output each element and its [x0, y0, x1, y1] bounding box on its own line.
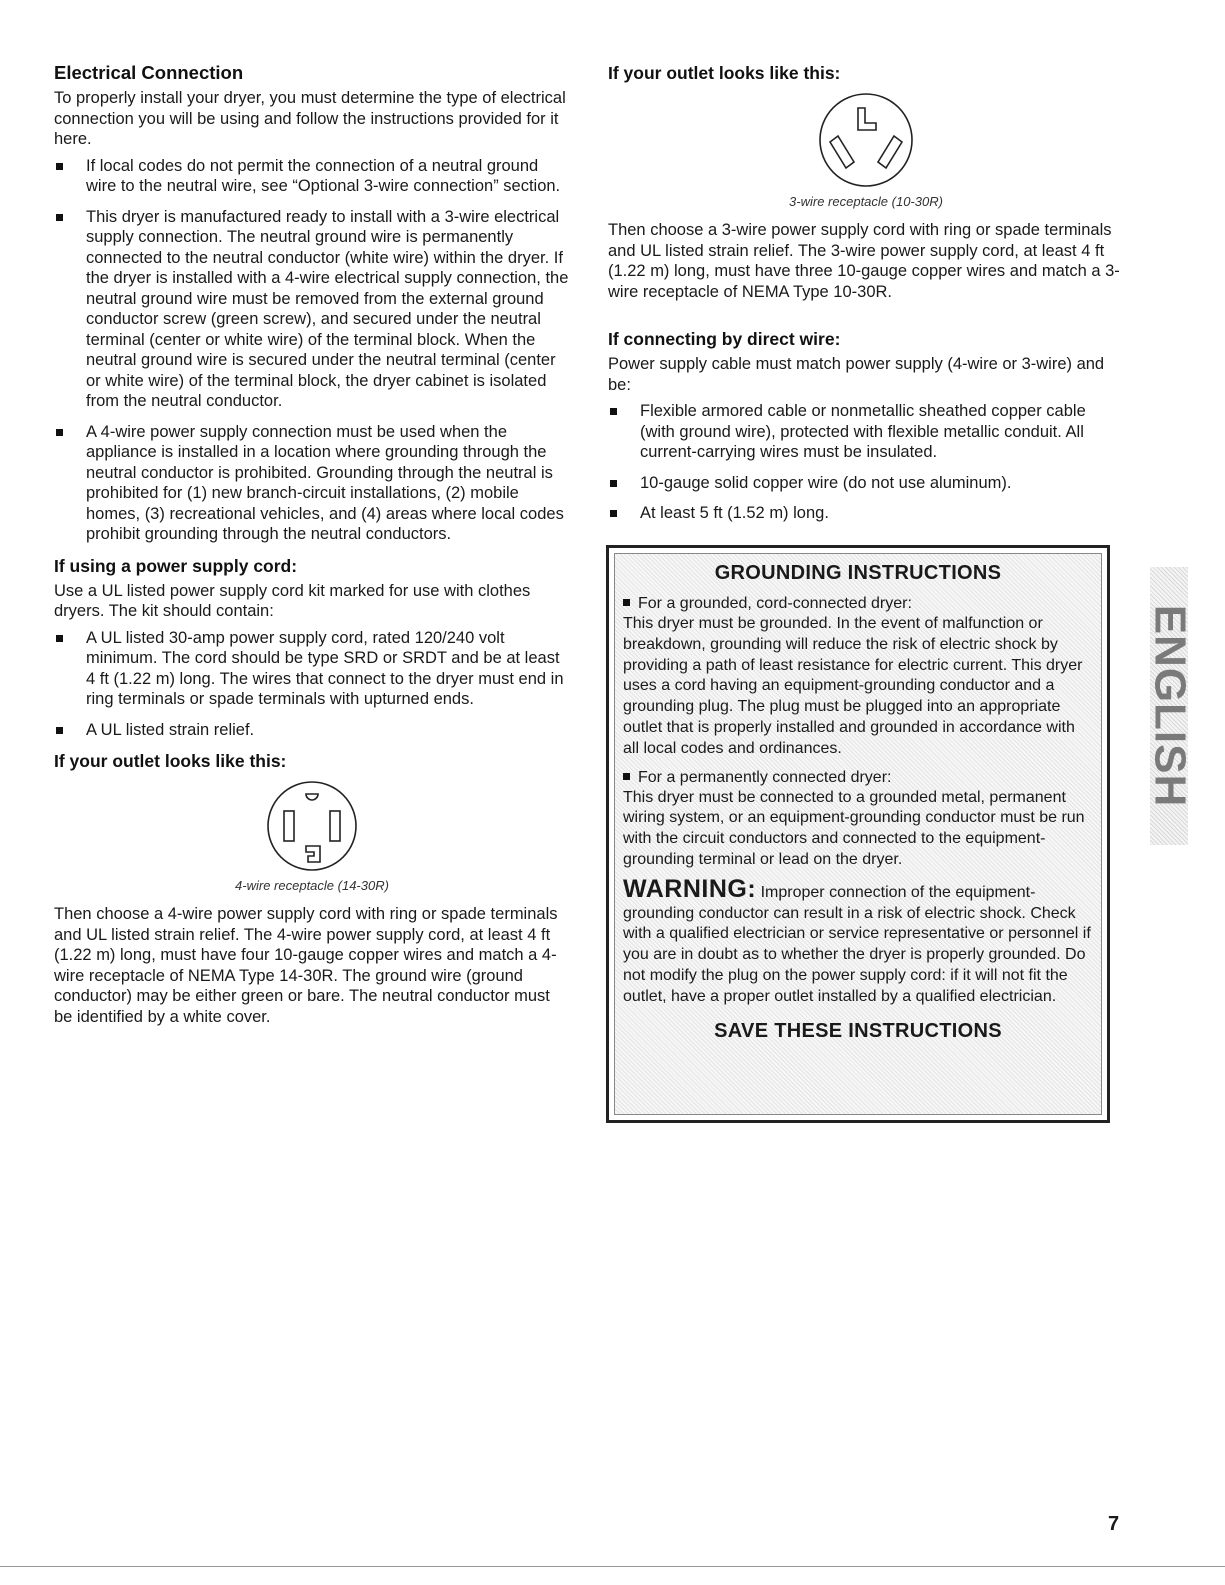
list-item: This dryer is manufactured ready to install with a 3-wire electrical supply connection. The neutral ground wire is permanently connected to the neutral conductor (white wire) within the dryer. If the dryer is installed with a 4-wire electrical supply connection, the neutral ground wire must be removed from the external ground conductor screw (green screw), and secured under the neutral terminal (center or white wire) of the terminal block. When the neutral ground wire is secured under the neutral terminal (center or white wire) of the terminal block, the dryer cabinet is isolated from the neutral conductor.: [54, 207, 570, 412]
intro-paragraph: To properly install your dryer, you must determine the type of electrical connection you will be using and follow the instructions provided for it here.: [54, 89, 566, 148]
grounding-title: GROUNDING INSTRUCTIONS: [714, 562, 1002, 584]
grounding-instructions-box: [606, 545, 1110, 1123]
outlet-4wire-text: Then choose a 4-wire power supply cord with ring or spade terminals and UL listed strain relief. The 4-wire power supply cord, at least 4 ft (1.22 m) long, must have four 10-gauge copper wires and match a 4-wire receptacle of NEMA Type 14-30R. The ground wire (ground conductor) may be either green or bare. The neutral conductor must be identified by a white cover.: [54, 905, 558, 1026]
list-item: A UL listed 30-amp power supply cord, rated 120/240 volt minimum. The cord should be type SRD or SRDT and be at least 4 ft (1.22 m) long. The wires that connect to the dryer must end in ring terminals or spade terminals with upturned ends.: [54, 628, 570, 710]
page-number: 7: [1108, 1513, 1120, 1535]
figure-caption: 3-wire receptacle (10-30R): [789, 194, 943, 209]
grounding-subheading: For a permanently connected dryer:: [623, 768, 1093, 788]
cord-bullet-list: [54, 628, 570, 741]
list-item: If local codes do not permit the connection of a neutral ground wire to the neutral wire, see “Optional 3-wire connection” section.: [54, 156, 570, 197]
bullet-icon: [56, 727, 63, 734]
direct-wire-bullet-list: [608, 401, 1124, 524]
direct-wire-intro: Power supply cable must match power supply (4-wire or 3-wire) and be:: [608, 355, 1105, 394]
outlet-3wire-text: Then choose a 3-wire power supply cord with ring or spade terminals and UL listed strain relief. The 3-wire power supply cord, at least 4 ft (1.22 m) long, must have three 10-gauge copper wires and match a 3-wire receptacle of NEMA Type 10-30R.: [608, 221, 1120, 301]
bullet-list: [54, 156, 570, 545]
list-item: A UL listed strain relief.: [54, 720, 570, 741]
save-instructions-label: SAVE THESE INSTRUCTIONS: [714, 1019, 1002, 1042]
bullet-icon: [610, 510, 617, 517]
bullet-icon: [623, 599, 630, 606]
bullet-icon: [56, 214, 63, 221]
grounding-paragraph: This dryer must be grounded. In the event of malfunction or breakdown, grounding will reduce the risk of electric shock by providing a path of least resistance for electric current. This dryer uses a cord having an equipment-grounding conductor and a grounding plug. The plug must be plugged into an appropriate outlet that is properly installed and grounded in accordance with all local codes and ordinances.: [623, 615, 1083, 757]
list-item: Flexible armored cable or nonmetallic sheathed copper cable (with ground wire), protected with flexible metallic conduit. All current-carrying wires must be insulated.: [608, 401, 1124, 463]
warning-paragraph: WARNING: Improper connection of the equipment-grounding conductor can result in a risk of electric shock. Check with a qualified electrician or service representative or personnel if you are in doubt as to whether the dryer is properly grounded. Do not modify the plug on the power supply cord: if it will not fit the outlet, have a proper outlet installed by a qualified electrician.: [623, 874, 1091, 1005]
receptacle-4wire-figure: [54, 778, 570, 894]
cord-heading: If using a power supply cord:: [54, 555, 298, 576]
outlet-heading-3wire: If your outlet looks like this:: [608, 63, 841, 83]
bullet-icon: [56, 635, 63, 642]
cord-intro: Use a UL listed power supply cord kit marked for use with clothes dryers. The kit should contain:: [54, 581, 531, 620]
outlet-heading-4wire: If your outlet looks like this:: [54, 751, 287, 771]
bullet-icon: [610, 480, 617, 487]
receptacle-4wire-icon: [264, 778, 360, 874]
right-column: [608, 62, 1124, 534]
figure-caption: 4-wire receptacle (14-30R): [235, 878, 389, 893]
bullet-icon: [623, 773, 630, 780]
language-tab: [1145, 567, 1195, 845]
direct-wire-heading: If connecting by direct wire:: [608, 329, 841, 349]
grounding-subheading: For a grounded, cord-connected dryer:: [623, 594, 1093, 614]
bullet-icon: [56, 163, 63, 170]
list-item: At least 5 ft (1.52 m) long.: [608, 503, 1124, 524]
bullet-icon: [610, 408, 617, 415]
receptacle-3wire-figure: [608, 90, 1124, 210]
list-item: 10-gauge solid copper wire (do not use aluminum).: [608, 473, 1124, 494]
bottom-divider: [0, 1566, 1225, 1567]
warning-label: WARNING:: [623, 874, 757, 903]
left-column: [54, 62, 570, 1033]
list-item: A 4-wire power supply connection must be used when the appliance is installed in a location where grounding through the neutral conductor is prohibited. Grounding through the neutral is prohibited for (1) new branch-circuit installations, (2) mobile homes, (3) recreational vehicles, and (4) areas where local codes prohibit grounding through the neutral conductors.: [54, 422, 570, 545]
section-heading: Electrical Connection: [54, 62, 244, 83]
grounding-paragraph: This dryer must be connected to a grounded metal, permanent wiring system, or an equipment-grounding conductor must be run with the circuit conductors and connected to the equipment-grounding terminal or lead on the dryer.: [623, 788, 1085, 868]
bullet-icon: [56, 429, 63, 436]
receptacle-3wire-icon: [816, 90, 916, 190]
language-tab-label: ENGLISH: [1145, 604, 1195, 808]
